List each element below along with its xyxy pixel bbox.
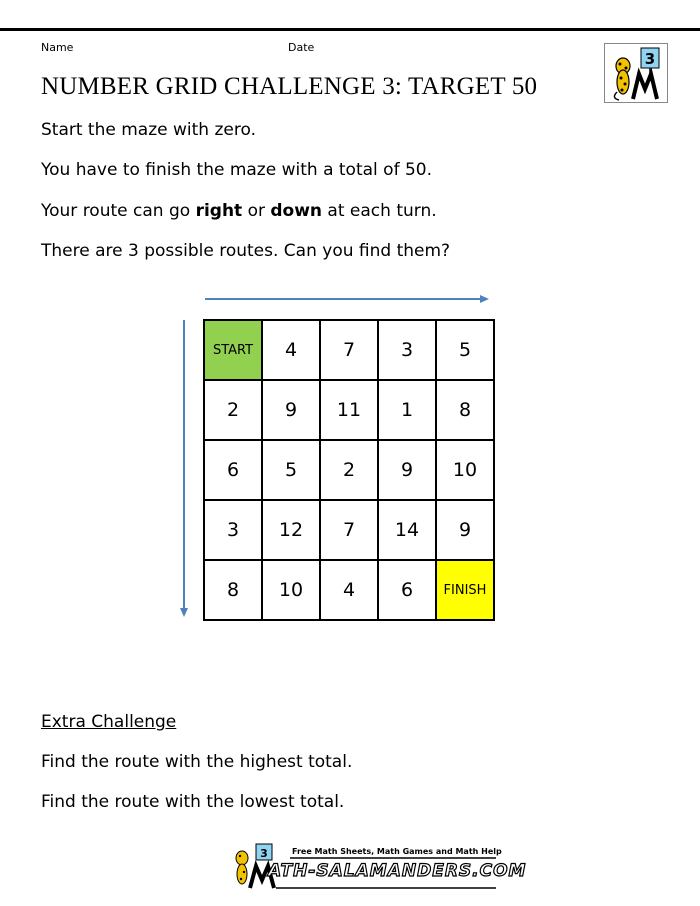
finish-cell: FINISH bbox=[436, 560, 494, 620]
directions-mid: or bbox=[242, 201, 271, 221]
extra-challenge-heading: Extra Challenge bbox=[41, 712, 177, 732]
grid-cell: 5 bbox=[436, 320, 494, 380]
grid-cell: 2 bbox=[320, 440, 378, 500]
start-cell: START bbox=[204, 320, 262, 380]
grid-cell: 12 bbox=[262, 500, 320, 560]
directions-down: down bbox=[270, 201, 323, 221]
grid-row bbox=[204, 320, 494, 380]
grid-cell: 4 bbox=[262, 320, 320, 380]
grid-cell: 10 bbox=[262, 560, 320, 620]
name-label: Name bbox=[41, 41, 74, 54]
footer-site-name: ATH-SALAMANDERS.COM bbox=[268, 861, 527, 881]
grid-row bbox=[204, 440, 494, 500]
grid-cell: 4 bbox=[320, 560, 378, 620]
grid-cell: 9 bbox=[262, 380, 320, 440]
grid-cell: 14 bbox=[378, 500, 436, 560]
number-grid bbox=[203, 319, 495, 621]
grid-cell: 3 bbox=[378, 320, 436, 380]
extra-lowest: Find the route with the lowest total. bbox=[41, 792, 345, 812]
grid-cell: 9 bbox=[436, 500, 494, 560]
directions-right: right bbox=[195, 201, 243, 221]
grid-cell: 10 bbox=[436, 440, 494, 500]
grid-cell: 7 bbox=[320, 500, 378, 560]
grid-body bbox=[204, 320, 494, 620]
down-arrow-icon bbox=[180, 320, 188, 617]
grid-row bbox=[204, 500, 494, 560]
instruction-target: You have to finish the maze with a total of 50. bbox=[41, 160, 432, 180]
page-title: NUMBER GRID CHALLENGE 3: TARGET 50 bbox=[41, 73, 538, 100]
directions-post: at each turn. bbox=[322, 201, 437, 221]
grid-cell: 5 bbox=[262, 440, 320, 500]
logo-grade-number: 3 bbox=[644, 50, 656, 68]
grid-cell: 2 bbox=[204, 380, 262, 440]
grid-cell: 9 bbox=[378, 440, 436, 500]
extra-highest: Find the route with the highest total. bbox=[41, 752, 353, 772]
footer-tagline: Free Math Sheets, Math Games and Math Help bbox=[292, 847, 502, 856]
grid-row bbox=[204, 380, 494, 440]
grid-cell: 8 bbox=[436, 380, 494, 440]
grid-cell: 1 bbox=[378, 380, 436, 440]
footer-logo-grade: 3 bbox=[260, 847, 268, 860]
grid-cell: 6 bbox=[378, 560, 436, 620]
grid-cell: 7 bbox=[320, 320, 378, 380]
grid-cell: 8 bbox=[204, 560, 262, 620]
grid-cell: 11 bbox=[320, 380, 378, 440]
right-arrow-icon bbox=[205, 295, 489, 303]
instruction-routes: There are 3 possible routes. Can you find them? bbox=[41, 241, 451, 261]
grid-cell: 3 bbox=[204, 500, 262, 560]
grid-row bbox=[204, 560, 494, 620]
grid-cell: 6 bbox=[204, 440, 262, 500]
directions-pre: Your route can go bbox=[41, 201, 196, 221]
instruction-start: Start the maze with zero. bbox=[41, 120, 256, 140]
date-label: Date bbox=[288, 41, 315, 54]
